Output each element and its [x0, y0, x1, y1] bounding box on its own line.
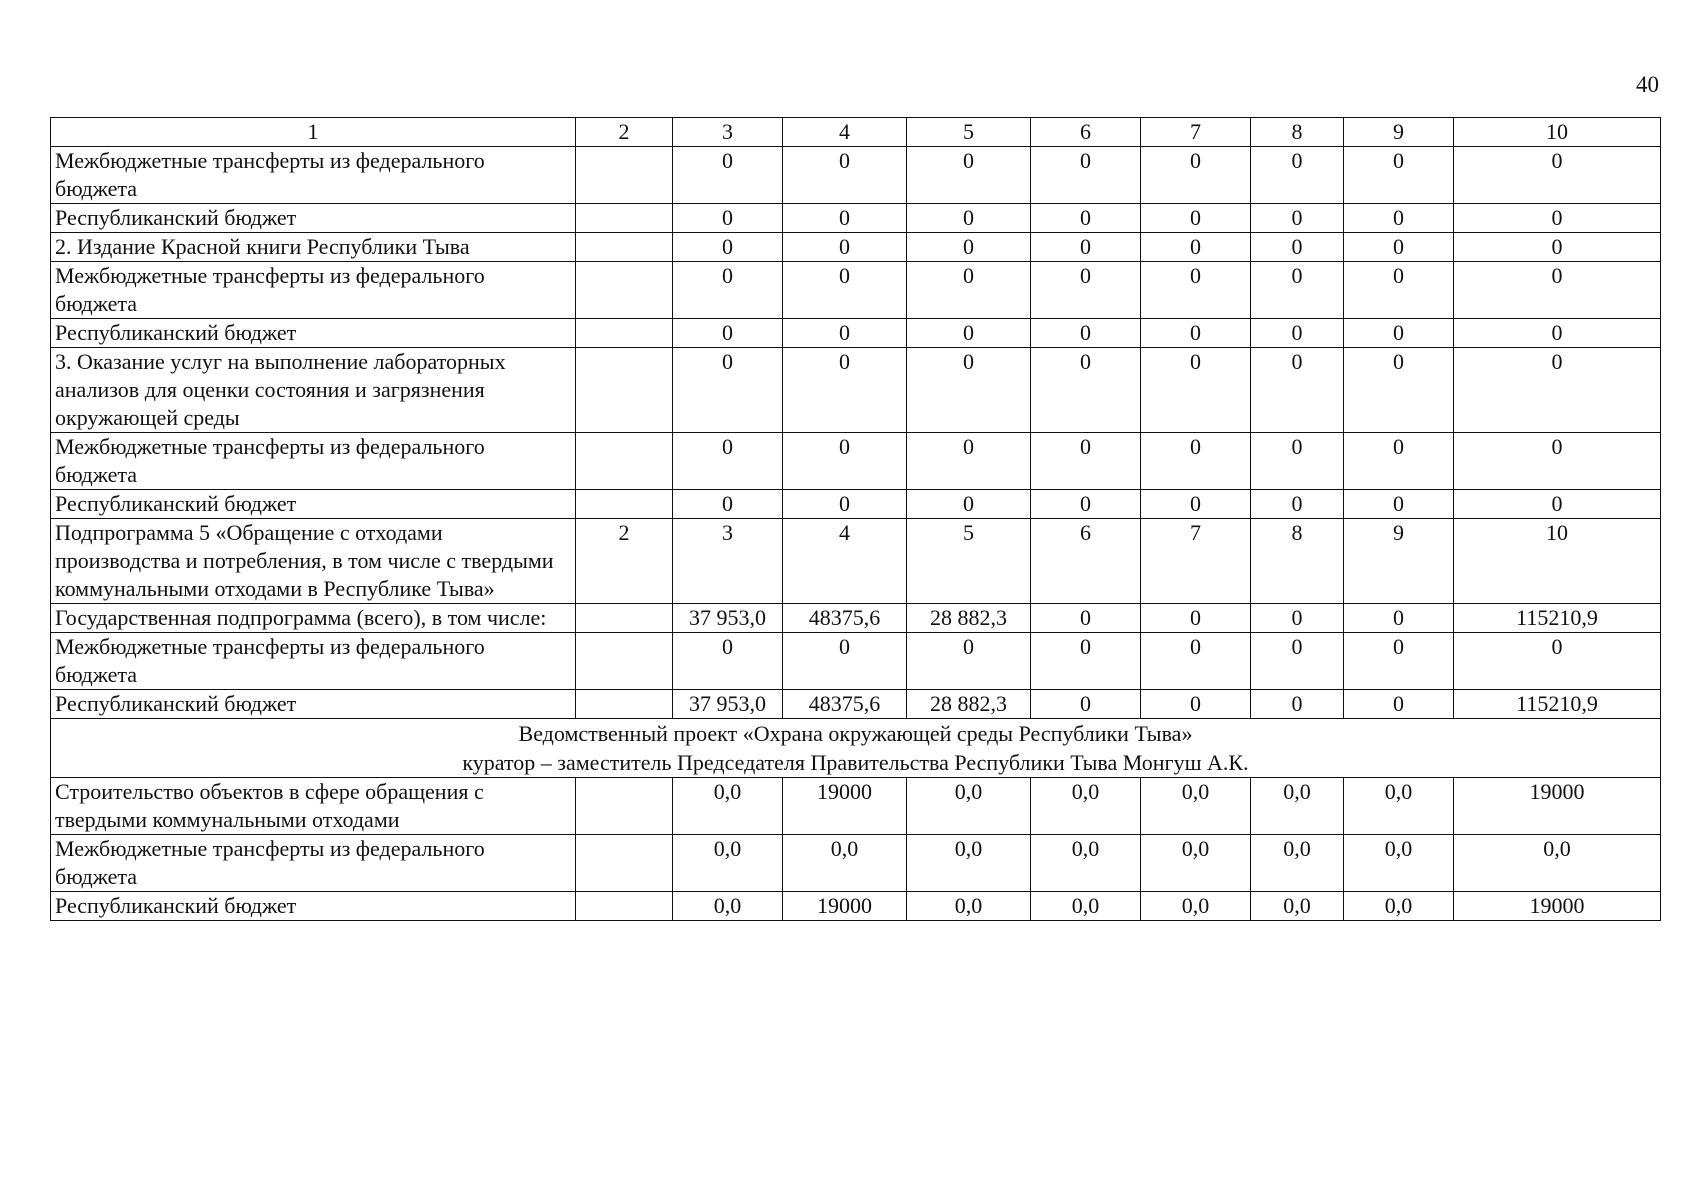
- table-row: [51, 348, 1661, 433]
- row-code-cell: [576, 490, 673, 519]
- page-number: 40: [1636, 72, 1659, 97]
- value-cell: 48375,6: [783, 690, 907, 719]
- value-cell: 0: [907, 490, 1031, 519]
- value-cell: 0,0: [1141, 835, 1251, 892]
- value-cell: 0: [1344, 690, 1454, 719]
- value-cell: 0: [1251, 262, 1344, 319]
- project-banner-row: [51, 719, 1661, 778]
- value-cell: 0: [783, 262, 907, 319]
- value-cell: 115210,9: [1454, 604, 1661, 633]
- value-cell: 0: [1141, 147, 1251, 204]
- value-cell: 0: [1454, 433, 1661, 490]
- column-header-row: [51, 118, 1661, 147]
- value-cell: 0: [673, 490, 783, 519]
- row-code-cell: [576, 690, 673, 719]
- project-banner: [51, 719, 1661, 778]
- value-cell: 0: [1344, 633, 1454, 690]
- column-header: 7: [1141, 118, 1251, 147]
- value-cell: 0,0: [673, 835, 783, 892]
- value-cell: 0: [1344, 233, 1454, 262]
- row-code-cell: [576, 604, 673, 633]
- value-cell: 0: [1251, 204, 1344, 233]
- value-cell: 0: [673, 204, 783, 233]
- table-row: [51, 778, 1661, 835]
- value-cell: 0: [1141, 319, 1251, 348]
- value-cell: 0: [907, 233, 1031, 262]
- column-header: 3: [673, 118, 783, 147]
- row-label: Межбюджетные трансферты из федерального бюджета: [51, 147, 576, 204]
- table-row: [51, 433, 1661, 490]
- table-row: [51, 490, 1661, 519]
- value-cell: 6: [1031, 519, 1141, 604]
- value-cell: 0: [1454, 233, 1661, 262]
- row-code-cell: [576, 835, 673, 892]
- value-cell: 0,0: [783, 835, 907, 892]
- value-cell: 28 882,3: [907, 690, 1031, 719]
- value-cell: 0: [1251, 433, 1344, 490]
- value-cell: 0: [1031, 262, 1141, 319]
- column-header: 6: [1031, 118, 1141, 147]
- row-code-cell: [576, 147, 673, 204]
- value-cell: 0: [1141, 262, 1251, 319]
- value-cell: 0: [1344, 604, 1454, 633]
- value-cell: 0: [1141, 604, 1251, 633]
- value-cell: 0: [1454, 490, 1661, 519]
- value-cell: 0,0: [1031, 835, 1141, 892]
- value-cell: 0: [673, 262, 783, 319]
- value-cell: 0: [1454, 633, 1661, 690]
- value-cell: 0: [1141, 204, 1251, 233]
- column-header: 9: [1344, 118, 1454, 147]
- value-cell: 0,0: [1344, 892, 1454, 921]
- row-code-cell: [576, 262, 673, 319]
- value-cell: 0: [783, 233, 907, 262]
- table-row: [51, 519, 1661, 604]
- table-row: [51, 204, 1661, 233]
- value-cell: 0: [1031, 433, 1141, 490]
- value-cell: 0: [1251, 348, 1344, 433]
- value-cell: 0,0: [1251, 835, 1344, 892]
- value-cell: 115210,9: [1454, 690, 1661, 719]
- row-code-cell: [576, 892, 673, 921]
- value-cell: 0: [673, 633, 783, 690]
- value-cell: 48375,6: [783, 604, 907, 633]
- value-cell: 0: [907, 147, 1031, 204]
- value-cell: 0: [1141, 690, 1251, 719]
- row-label: Межбюджетные трансферты из федерального бюджета: [51, 835, 576, 892]
- value-cell: 37 953,0: [673, 604, 783, 633]
- value-cell: 8: [1251, 519, 1344, 604]
- row-label: Государственная подпрограмма (всего), в том числе:: [51, 604, 576, 633]
- value-cell: 0,0: [1344, 835, 1454, 892]
- value-cell: 19000: [783, 892, 907, 921]
- value-cell: 0,0: [907, 892, 1031, 921]
- row-label: Межбюджетные трансферты из федерального бюджета: [51, 633, 576, 690]
- row-code-cell: [576, 348, 673, 433]
- value-cell: 0: [907, 204, 1031, 233]
- value-cell: 0: [1141, 490, 1251, 519]
- value-cell: 0,0: [673, 892, 783, 921]
- row-label: 3. Оказание услуг на выполнение лабораторных анализов для оценки состояния и загрязнения окружающей среды: [51, 348, 576, 433]
- row-code-cell: 2: [576, 519, 673, 604]
- value-cell: 0: [783, 204, 907, 233]
- row-label: Республиканский бюджет: [51, 690, 576, 719]
- value-cell: 28 882,3: [907, 604, 1031, 633]
- budget-table: [50, 117, 1661, 921]
- value-cell: 0: [1344, 262, 1454, 319]
- value-cell: 0: [1141, 633, 1251, 690]
- value-cell: 37 953,0: [673, 690, 783, 719]
- value-cell: 0: [1031, 690, 1141, 719]
- value-cell: 0: [673, 147, 783, 204]
- table-row: [51, 633, 1661, 690]
- value-cell: 19000: [1454, 892, 1661, 921]
- value-cell: 0: [1454, 262, 1661, 319]
- value-cell: 0: [1454, 348, 1661, 433]
- row-label: Республиканский бюджет: [51, 319, 576, 348]
- value-cell: 0: [1031, 147, 1141, 204]
- row-label: Межбюджетные трансферты из федерального бюджета: [51, 262, 576, 319]
- value-cell: 0: [907, 262, 1031, 319]
- value-cell: 0,0: [673, 778, 783, 835]
- value-cell: 0: [673, 433, 783, 490]
- value-cell: 0,0: [1031, 892, 1141, 921]
- column-header: 2: [576, 118, 673, 147]
- value-cell: 0: [783, 319, 907, 348]
- value-cell: 0,0: [1251, 892, 1344, 921]
- value-cell: 0: [1454, 204, 1661, 233]
- value-cell: 0: [907, 633, 1031, 690]
- value-cell: 0: [1141, 233, 1251, 262]
- row-code-cell: [576, 433, 673, 490]
- row-code-cell: [576, 204, 673, 233]
- row-label: Подпрограмма 5 «Обращение с отходами производства и потребления, в том числе с твердыми коммунальными отходами в Республике Тыва»: [51, 519, 576, 604]
- value-cell: 0: [1251, 147, 1344, 204]
- value-cell: 4: [783, 519, 907, 604]
- value-cell: 0: [1031, 319, 1141, 348]
- value-cell: 0: [1031, 233, 1141, 262]
- value-cell: 0,0: [1251, 778, 1344, 835]
- value-cell: 0: [1031, 633, 1141, 690]
- value-cell: 10: [1454, 519, 1661, 604]
- value-cell: 9: [1344, 519, 1454, 604]
- table-row: [51, 690, 1661, 719]
- value-cell: 0: [1251, 490, 1344, 519]
- value-cell: 0: [783, 147, 907, 204]
- table-row: [51, 319, 1661, 348]
- value-cell: 19000: [783, 778, 907, 835]
- table-row: [51, 233, 1661, 262]
- value-cell: 0,0: [1344, 778, 1454, 835]
- value-cell: 0: [1251, 604, 1344, 633]
- value-cell: 3: [673, 519, 783, 604]
- value-cell: 0: [1141, 433, 1251, 490]
- value-cell: 0: [1344, 319, 1454, 348]
- value-cell: 0: [673, 319, 783, 348]
- value-cell: 0,0: [1031, 778, 1141, 835]
- row-code-cell: [576, 319, 673, 348]
- value-cell: 0: [1031, 604, 1141, 633]
- value-cell: 0,0: [1454, 835, 1661, 892]
- value-cell: 0: [907, 319, 1031, 348]
- table-row: [51, 262, 1661, 319]
- value-cell: 0: [1344, 204, 1454, 233]
- value-cell: 0,0: [907, 835, 1031, 892]
- value-cell: 0: [1344, 490, 1454, 519]
- value-cell: 19000: [1454, 778, 1661, 835]
- column-header: 5: [907, 118, 1031, 147]
- value-cell: 0: [1251, 319, 1344, 348]
- value-cell: 0,0: [1141, 778, 1251, 835]
- project-curator: куратор – заместитель Председателя Правительства Республики Тыва Монгуш А.К.: [462, 750, 1249, 775]
- row-label: Республиканский бюджет: [51, 490, 576, 519]
- value-cell: 0: [907, 433, 1031, 490]
- table-row: [51, 835, 1661, 892]
- value-cell: 0: [673, 233, 783, 262]
- row-label: Строительство объектов в сфере обращения с твердыми коммунальными отходами: [51, 778, 576, 835]
- value-cell: 0: [1344, 433, 1454, 490]
- table-row: [51, 604, 1661, 633]
- value-cell: 0: [907, 348, 1031, 433]
- value-cell: 0: [1344, 348, 1454, 433]
- row-label: Межбюджетные трансферты из федерального бюджета: [51, 433, 576, 490]
- row-code-cell: [576, 633, 673, 690]
- row-code-cell: [576, 778, 673, 835]
- value-cell: 0: [1031, 490, 1141, 519]
- value-cell: 0: [1454, 319, 1661, 348]
- value-cell: 0: [783, 433, 907, 490]
- value-cell: 0: [783, 348, 907, 433]
- table-row: [51, 147, 1661, 204]
- project-title: Ведомственный проект «Охрана окружающей среды Республики Тыва»: [518, 721, 1193, 746]
- value-cell: 0: [783, 633, 907, 690]
- column-header: 4: [783, 118, 907, 147]
- value-cell: 0: [1344, 147, 1454, 204]
- value-cell: 0: [783, 490, 907, 519]
- value-cell: 0: [1454, 147, 1661, 204]
- value-cell: 5: [907, 519, 1031, 604]
- value-cell: 0: [1031, 348, 1141, 433]
- value-cell: 0,0: [907, 778, 1031, 835]
- value-cell: 0: [1141, 348, 1251, 433]
- row-label: Республиканский бюджет: [51, 204, 576, 233]
- value-cell: 0,0: [1141, 892, 1251, 921]
- value-cell: 0: [1251, 633, 1344, 690]
- value-cell: 0: [1251, 690, 1344, 719]
- row-label: Республиканский бюджет: [51, 892, 576, 921]
- value-cell: 0: [673, 348, 783, 433]
- value-cell: 0: [1031, 204, 1141, 233]
- column-header: 1: [51, 118, 576, 147]
- column-header: 8: [1251, 118, 1344, 147]
- value-cell: 7: [1141, 519, 1251, 604]
- value-cell: 0: [1251, 233, 1344, 262]
- row-label: 2. Издание Красной книги Республики Тыва: [51, 233, 576, 262]
- table-row: [51, 892, 1661, 921]
- row-code-cell: [576, 233, 673, 262]
- column-header: 10: [1454, 118, 1661, 147]
